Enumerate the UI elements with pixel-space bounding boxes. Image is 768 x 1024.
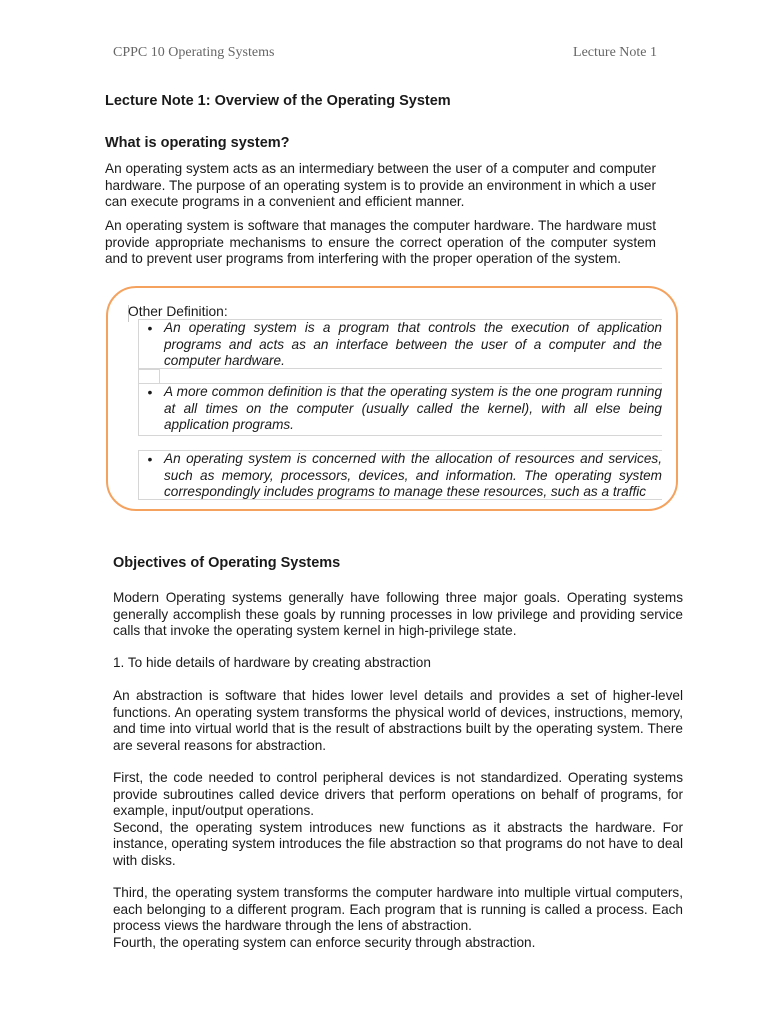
definition-text: An operating system is concerned with the allocation of resources and services, such as memory, processors, devices, and information. The operating system correspondingly includes programs to manage these resources, such as a traffic bbox=[164, 451, 662, 499]
page-header bbox=[113, 45, 657, 61]
section-heading-what-is-os: What is operating system? bbox=[105, 135, 290, 151]
definition-label: Other Definition: bbox=[128, 304, 228, 319]
definition-text: An operating system is a program that controls the execution of application programs and acts as an interface between the user of a computer and the computer hardware. bbox=[164, 320, 662, 368]
section-heading-objectives: Objectives of Operating Systems bbox=[113, 555, 341, 571]
definition-box bbox=[106, 286, 678, 511]
header-note-number: Lecture Note 1 bbox=[573, 45, 657, 60]
definition-item bbox=[138, 450, 662, 500]
paragraph: First, the code needed to control peripheral devices is not standardized. Operating systems provide subroutines called device drivers that perform operations on behalf of programs, for example, input/output operations. bbox=[113, 770, 683, 819]
paragraph: Modern Operating systems generally have following three major goals. Operating systems generally accomplish these goals by running processes in low privilege and providing service calls that invoke the operating system kernel in high-privilege state. bbox=[113, 590, 683, 639]
paragraph: Third, the operating system transforms the computer hardware into multiple virtual computers, each belonging to a different program. Each program that is running is called a process. Each process views the hardware through the lens of abstraction. bbox=[113, 885, 683, 934]
paragraph: Fourth, the operating system can enforce security through abstraction. bbox=[113, 934, 536, 950]
header-course: CPPC 10 Operating Systems bbox=[113, 45, 275, 60]
definition-item bbox=[138, 383, 662, 436]
definition-item bbox=[138, 319, 662, 369]
bullet-icon: • bbox=[147, 320, 153, 336]
paragraph: An operating system acts as an intermediary between the user of a computer and computer hardware. The purpose of an operating system is to provide an environment in which a user can execute programs in a convenient and efficient manner. bbox=[105, 161, 656, 210]
document-title: Lecture Note 1: Overview of the Operating System bbox=[105, 93, 451, 109]
numbered-goal: 1. To hide details of hardware by creating abstraction bbox=[113, 655, 431, 670]
bullet-icon: • bbox=[147, 384, 153, 400]
definition-text: A more common definition is that the operating system is the one program running at all times on the computer (usually called the kernel), with all else being application programs. bbox=[164, 384, 662, 432]
paragraph: Second, the operating system introduces new functions as it abstracts the hardware. For instance, operating system introduces the file abstraction so that programs do not have to deal with disks. bbox=[113, 819, 683, 868]
paragraph: An abstraction is software that hides lower level details and provides a set of higher-level functions. An operating system transforms the physical world of devices, instructions, memory, and time into virtual world that is the result of abstractions built by the operating system. There are several reasons for abstraction. bbox=[113, 688, 683, 753]
bullet-icon: • bbox=[147, 451, 153, 467]
paragraph-group bbox=[113, 885, 683, 951]
paragraph-group bbox=[113, 770, 683, 870]
divider bbox=[138, 369, 160, 384]
paragraph: An operating system is software that manages the computer hardware. The hardware must provide appropriate mechanisms to ensure the correct operation of the computer system and to prevent user programs from interfering with the proper operation of the system. bbox=[105, 218, 656, 267]
